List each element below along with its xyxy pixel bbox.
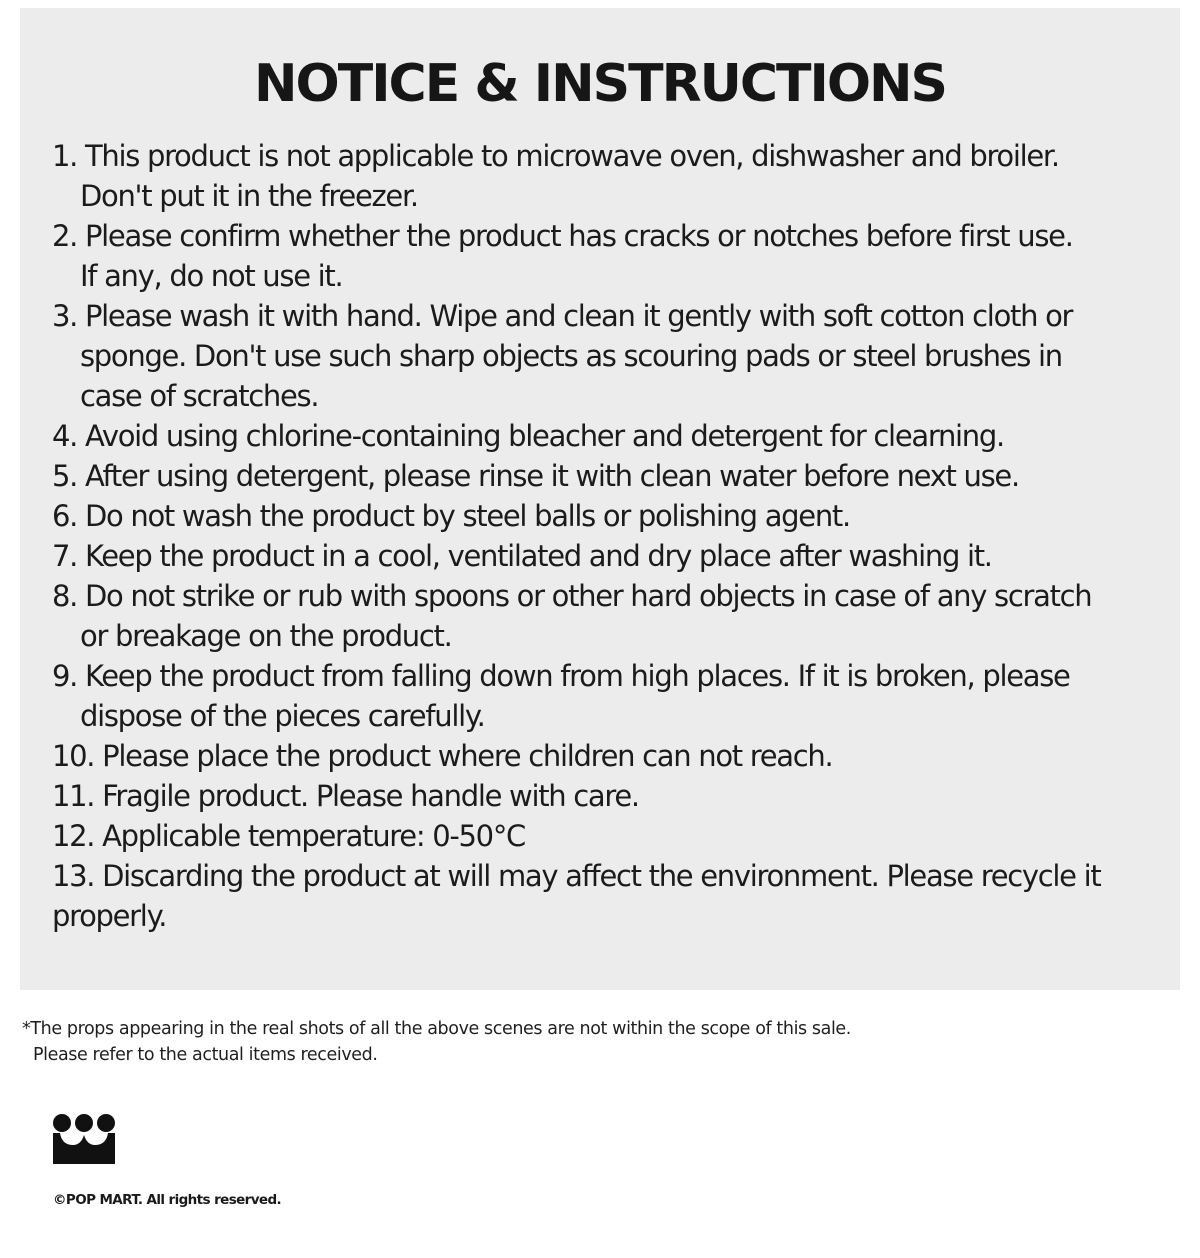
instruction-item bbox=[52, 416, 1162, 456]
instruction-line: 5. After using detergent, please rinse it with clean water before next use. bbox=[52, 459, 1019, 493]
instruction-line: properly. bbox=[52, 899, 167, 933]
instruction-line: 8. Do not strike or rub with spoons or other hard objects in case of any scratch bbox=[52, 579, 1092, 613]
instruction-item bbox=[52, 776, 1162, 816]
instruction-line: 11. Fragile product. Please handle with care. bbox=[52, 779, 639, 813]
instruction-line: 1. This product is not applicable to microwave oven, dishwasher and broiler. bbox=[52, 139, 1059, 173]
instruction-line: 6. Do not wash the product by steel balls or polishing agent. bbox=[52, 499, 850, 533]
notice-panel bbox=[20, 8, 1180, 990]
instruction-line: 9. Keep the product from falling down from high places. If it is broken, please bbox=[52, 659, 1070, 693]
instruction-line: Don't put it in the freezer. bbox=[80, 179, 418, 213]
disclaimer-line: Please refer to the actual items received. bbox=[33, 1045, 378, 1065]
instruction-item bbox=[52, 656, 1162, 736]
instruction-line: If any, do not use it. bbox=[80, 259, 343, 293]
instruction-line: 13. Discarding the product at will may affect the environment. Please recycle it bbox=[52, 859, 1101, 893]
disclaimer-line: *The props appearing in the real shots of all the above scenes are not within the scope of this sale. bbox=[22, 1019, 851, 1039]
instruction-line: sponge. Don't use such sharp objects as scouring pads or steel brushes in bbox=[80, 339, 1062, 373]
instruction-item bbox=[52, 296, 1162, 416]
instruction-line: 10. Please place the product where children can not reach. bbox=[52, 739, 833, 773]
instruction-line: or breakage on the product. bbox=[80, 619, 452, 653]
copyright-text: ©POP MART. All rights reserved. bbox=[53, 1192, 282, 1208]
instruction-item bbox=[52, 856, 1162, 936]
instruction-line: 7. Keep the product in a cool, ventilated and dry place after washing it. bbox=[52, 539, 992, 573]
disclaimer bbox=[22, 1016, 851, 1068]
instruction-item bbox=[52, 816, 1162, 856]
instruction-line: dispose of the pieces carefully. bbox=[80, 699, 485, 733]
instruction-line: 3. Please wash it with hand. Wipe and clean it gently with soft cotton cloth or bbox=[52, 299, 1073, 333]
pop-mart-logo-icon bbox=[50, 1112, 118, 1166]
instruction-item bbox=[52, 216, 1162, 296]
instructions-list bbox=[52, 136, 1162, 936]
instruction-item bbox=[52, 136, 1162, 216]
instruction-item bbox=[52, 576, 1162, 656]
instruction-line: 4. Avoid using chlorine-containing bleacher and detergent for clearning. bbox=[52, 419, 1004, 453]
instruction-item bbox=[52, 536, 1162, 576]
instruction-line: 2. Please confirm whether the product has cracks or notches before first use. bbox=[52, 219, 1073, 253]
instruction-item bbox=[52, 456, 1162, 496]
instruction-item bbox=[52, 496, 1162, 536]
instruction-item bbox=[52, 736, 1162, 776]
instruction-line: case of scratches. bbox=[80, 379, 319, 413]
notice-title: NOTICE & INSTRUCTIONS bbox=[254, 54, 946, 114]
instruction-line: 12. Applicable temperature: 0-50°C bbox=[52, 819, 525, 853]
